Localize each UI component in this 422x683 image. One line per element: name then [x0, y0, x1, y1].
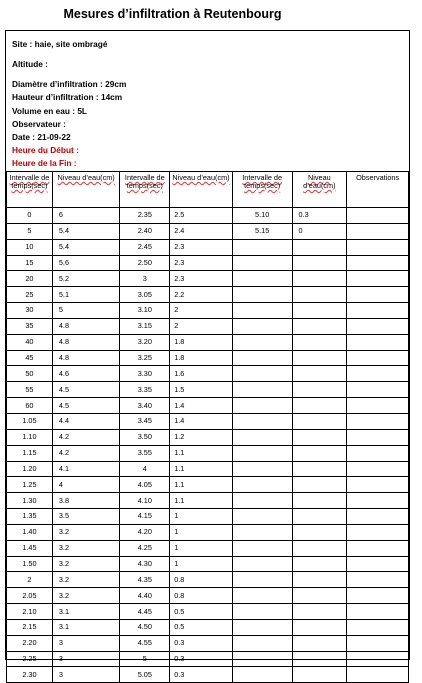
header-level-1: Niveau d’eau(cm) [52, 172, 120, 208]
heure-fin-field: Heure de la Fin : [12, 158, 77, 168]
cell-level-3 [292, 667, 347, 683]
cell-interval-2: 3.25 [120, 350, 170, 366]
cell-level-1: 3.1 [52, 619, 120, 635]
cell-level-3 [292, 318, 347, 334]
cell-interval-2: 3 [120, 271, 170, 287]
cell-level-1: 5.1 [52, 287, 120, 303]
cell-level-2: 1.5 [170, 382, 233, 398]
table-row [7, 667, 409, 683]
cell-interval-1: 1.30 [7, 493, 53, 509]
table-header-row [7, 172, 409, 208]
table-row [7, 350, 409, 366]
cell-level-2: 1.4 [170, 413, 233, 429]
table-row [7, 429, 409, 445]
cell-interval-1: 1.35 [7, 509, 53, 525]
cell-interval-2: 2.50 [120, 255, 170, 271]
cell-level-1: 4.6 [52, 366, 120, 382]
cell-interval-1: 1.05 [7, 413, 53, 429]
cell-level-2: 0.3 [170, 667, 233, 683]
cell-observations [347, 223, 409, 239]
cell-level-3 [292, 556, 347, 572]
table-row [7, 604, 409, 620]
cell-interval-3 [232, 271, 292, 287]
cell-interval-3 [232, 318, 292, 334]
cell-level-2: 1 [170, 540, 233, 556]
cell-interval-3 [232, 255, 292, 271]
cell-level-2: 2.3 [170, 271, 233, 287]
cell-interval-2: 3.15 [120, 318, 170, 334]
cell-interval-2: 3.20 [120, 334, 170, 350]
cell-interval-3 [232, 445, 292, 461]
cell-interval-3 [232, 604, 292, 620]
cell-interval-3 [232, 524, 292, 540]
table-row [7, 303, 409, 319]
header-level-2: Niveau d’eau(cm) [170, 172, 233, 208]
cell-level-2: 1 [170, 556, 233, 572]
cell-interval-1: 5 [7, 223, 53, 239]
info-section [6, 31, 409, 172]
cell-interval-1: 1.25 [7, 477, 53, 493]
table-row [7, 208, 409, 224]
document-title: Mesures d’infiltration à Reutenbourg [63, 7, 282, 21]
cell-observations [347, 635, 409, 651]
cell-observations [347, 287, 409, 303]
cell-level-1: 4.2 [52, 445, 120, 461]
cell-level-2: 1.1 [170, 493, 233, 509]
cell-level-1: 3 [52, 651, 120, 667]
cell-level-2: 1.8 [170, 334, 233, 350]
cell-observations [347, 461, 409, 477]
cell-interval-2: 4.35 [120, 572, 170, 588]
cell-observations [347, 509, 409, 525]
cell-interval-1: 55 [7, 382, 53, 398]
observateur-field: Observateur : [12, 119, 66, 129]
table-row [7, 619, 409, 635]
altitude-field: Altitude : [12, 59, 48, 69]
cell-interval-2: 2.35 [120, 208, 170, 224]
cell-interval-3 [232, 239, 292, 255]
cell-observations [347, 382, 409, 398]
cell-level-3 [292, 239, 347, 255]
table-row [7, 572, 409, 588]
cell-interval-2: 3.30 [120, 366, 170, 382]
form-frame [5, 30, 410, 679]
cell-level-2: 1.8 [170, 350, 233, 366]
cell-interval-3 [232, 667, 292, 683]
cell-interval-3 [232, 287, 292, 303]
cell-observations [347, 540, 409, 556]
cell-level-3 [292, 493, 347, 509]
cell-level-2: 1.2 [170, 429, 233, 445]
cell-interval-3: 5.10 [232, 208, 292, 224]
cell-level-2: 1 [170, 524, 233, 540]
table-row [7, 239, 409, 255]
cell-level-3 [292, 619, 347, 635]
cell-interval-3 [232, 366, 292, 382]
cell-level-2: 1 [170, 509, 233, 525]
cell-observations [347, 398, 409, 414]
table-row [7, 509, 409, 525]
cell-interval-2: 3.05 [120, 287, 170, 303]
cell-interval-2: 3.10 [120, 303, 170, 319]
table-row [7, 318, 409, 334]
cell-interval-1: 10 [7, 239, 53, 255]
cell-interval-3 [232, 461, 292, 477]
table-row [7, 398, 409, 414]
cell-interval-2: 4.50 [120, 619, 170, 635]
cell-interval-1: 50 [7, 366, 53, 382]
cell-interval-1: 1.45 [7, 540, 53, 556]
cell-level-2: 1.6 [170, 366, 233, 382]
cell-interval-3 [232, 556, 292, 572]
cell-interval-2: 3.50 [120, 429, 170, 445]
header-interval-2: Intervalle de temps(sec) [120, 172, 170, 208]
table-row [7, 524, 409, 540]
cell-observations [347, 303, 409, 319]
cell-interval-3 [232, 540, 292, 556]
cell-interval-2: 3.55 [120, 445, 170, 461]
cell-interval-1: 35 [7, 318, 53, 334]
cell-level-2: 2.5 [170, 208, 233, 224]
cell-level-3 [292, 287, 347, 303]
cell-level-1: 3.1 [52, 604, 120, 620]
cell-observations [347, 493, 409, 509]
cell-observations [347, 334, 409, 350]
cell-level-1: 4.5 [52, 398, 120, 414]
diametre-field: Diamètre d’infiltration : 29cm [12, 79, 127, 89]
cell-interval-3 [232, 509, 292, 525]
cell-level-2: 0.3 [170, 651, 233, 667]
cell-observations [347, 667, 409, 683]
table-row [7, 413, 409, 429]
cell-interval-2: 4.10 [120, 493, 170, 509]
table-row [7, 493, 409, 509]
header-observations: Observations [347, 172, 409, 208]
cell-observations [347, 588, 409, 604]
cell-interval-2: 3.40 [120, 398, 170, 414]
cell-level-1: 6 [52, 208, 120, 224]
cell-observations [347, 445, 409, 461]
cell-level-3 [292, 413, 347, 429]
cell-interval-2: 4.45 [120, 604, 170, 620]
table-row [7, 556, 409, 572]
cell-level-3 [292, 334, 347, 350]
cell-level-2: 0.5 [170, 604, 233, 620]
cell-observations [347, 604, 409, 620]
cell-level-3 [292, 635, 347, 651]
cell-interval-1: 45 [7, 350, 53, 366]
cell-observations [347, 477, 409, 493]
cell-observations [347, 271, 409, 287]
cell-level-3 [292, 350, 347, 366]
table-row [7, 651, 409, 667]
header-level-3: Niveau d’eau(cm) [292, 172, 347, 208]
cell-interval-1: 40 [7, 334, 53, 350]
cell-level-1: 4.2 [52, 429, 120, 445]
cell-interval-3 [232, 382, 292, 398]
cell-interval-1: 1.10 [7, 429, 53, 445]
cell-observations [347, 556, 409, 572]
cell-interval-2: 4.15 [120, 509, 170, 525]
cell-level-1: 3.5 [52, 509, 120, 525]
cell-interval-1: 2.10 [7, 604, 53, 620]
cell-level-3 [292, 271, 347, 287]
cell-interval-3 [232, 350, 292, 366]
cell-interval-2: 5.05 [120, 667, 170, 683]
volume-field: Volume en eau : 5L [12, 106, 87, 116]
cell-level-1: 5.4 [52, 223, 120, 239]
cell-observations [347, 255, 409, 271]
cell-interval-2: 3.45 [120, 413, 170, 429]
cell-interval-1: 15 [7, 255, 53, 271]
table-row [7, 635, 409, 651]
table-row [7, 382, 409, 398]
cell-level-2: 1.1 [170, 445, 233, 461]
header-interval-3: Intervalle de temps(sec) [232, 172, 292, 208]
cell-level-3 [292, 524, 347, 540]
cell-level-2: 0.8 [170, 588, 233, 604]
cell-interval-3 [232, 398, 292, 414]
table-row [7, 477, 409, 493]
cell-observations [347, 350, 409, 366]
cell-interval-1: 1.15 [7, 445, 53, 461]
cell-level-2: 0.8 [170, 572, 233, 588]
cell-level-3 [292, 540, 347, 556]
cell-level-1: 4.4 [52, 413, 120, 429]
cell-interval-3 [232, 303, 292, 319]
cell-interval-3: 5.15 [232, 223, 292, 239]
cell-interval-3 [232, 635, 292, 651]
cell-level-3 [292, 651, 347, 667]
cell-level-3 [292, 366, 347, 382]
cell-level-3: 0.3 [292, 208, 347, 224]
cell-level-3 [292, 398, 347, 414]
table-row [7, 223, 409, 239]
cell-level-3 [292, 461, 347, 477]
cell-level-3 [292, 572, 347, 588]
site-field: Site : haie, site ombragé [12, 39, 108, 49]
cell-interval-1: 2.05 [7, 588, 53, 604]
cell-observations [347, 413, 409, 429]
cell-interval-3 [232, 429, 292, 445]
cell-interval-2: 4 [120, 461, 170, 477]
cell-level-2: 2.4 [170, 223, 233, 239]
cell-interval-2: 4.05 [120, 477, 170, 493]
cell-interval-1: 1.20 [7, 461, 53, 477]
cell-interval-1: 20 [7, 271, 53, 287]
cell-interval-1: 30 [7, 303, 53, 319]
cell-observations [347, 208, 409, 224]
cell-level-3 [292, 477, 347, 493]
cell-level-2: 1.1 [170, 477, 233, 493]
table-row [7, 287, 409, 303]
cell-level-1: 3.2 [52, 572, 120, 588]
table-row [7, 540, 409, 556]
cell-observations [347, 572, 409, 588]
cell-interval-3 [232, 619, 292, 635]
cell-interval-2: 5 [120, 651, 170, 667]
cell-level-1: 5.6 [52, 255, 120, 271]
cell-observations [347, 619, 409, 635]
cell-interval-1: 60 [7, 398, 53, 414]
cell-level-1: 3.2 [52, 588, 120, 604]
cell-level-2: 2.3 [170, 239, 233, 255]
cell-level-2: 1.4 [170, 398, 233, 414]
cell-level-2: 0.3 [170, 635, 233, 651]
cell-observations [347, 239, 409, 255]
heure-debut-field: Heure du Début : [12, 145, 79, 155]
measurement-table [6, 171, 409, 683]
header-interval-1: Intervalle de temps(sec) [7, 172, 53, 208]
cell-level-1: 4.8 [52, 318, 120, 334]
cell-interval-3 [232, 493, 292, 509]
cell-interval-1: 2.20 [7, 635, 53, 651]
cell-level-3 [292, 509, 347, 525]
cell-observations [347, 524, 409, 540]
cell-level-3 [292, 382, 347, 398]
cell-level-3 [292, 445, 347, 461]
cell-level-1: 4.5 [52, 382, 120, 398]
cell-interval-3 [232, 413, 292, 429]
cell-level-2: 2 [170, 303, 233, 319]
table-row [7, 334, 409, 350]
cell-level-1: 5 [52, 303, 120, 319]
cell-interval-1: 2.15 [7, 619, 53, 635]
cell-observations [347, 651, 409, 667]
cell-level-3 [292, 255, 347, 271]
cell-level-3 [292, 303, 347, 319]
cell-level-1: 5.4 [52, 239, 120, 255]
cell-interval-3 [232, 477, 292, 493]
cell-level-1: 3.8 [52, 493, 120, 509]
cell-interval-2: 2.40 [120, 223, 170, 239]
date-field: Date : 21-09-22 [12, 132, 71, 142]
cell-interval-3 [232, 334, 292, 350]
cell-interval-1: 1.40 [7, 524, 53, 540]
cell-level-2: 0.5 [170, 619, 233, 635]
cell-level-1: 3 [52, 667, 120, 683]
cell-interval-2: 3.35 [120, 382, 170, 398]
cell-level-2: 2 [170, 318, 233, 334]
cell-observations [347, 429, 409, 445]
cell-interval-2: 4.40 [120, 588, 170, 604]
table-row [7, 255, 409, 271]
cell-level-3 [292, 588, 347, 604]
cell-interval-2: 4.25 [120, 540, 170, 556]
cell-interval-2: 4.20 [120, 524, 170, 540]
cell-level-1: 4.1 [52, 461, 120, 477]
cell-level-2: 2.3 [170, 255, 233, 271]
cell-level-1: 3.2 [52, 540, 120, 556]
cell-level-3 [292, 604, 347, 620]
table-row [7, 271, 409, 287]
cell-observations [347, 318, 409, 334]
cell-level-1: 4 [52, 477, 120, 493]
cell-interval-2: 4.55 [120, 635, 170, 651]
cell-level-1: 5.2 [52, 271, 120, 287]
cell-interval-3 [232, 588, 292, 604]
table-row [7, 445, 409, 461]
cell-level-2: 2.2 [170, 287, 233, 303]
table-row [7, 588, 409, 604]
cell-interval-1: 25 [7, 287, 53, 303]
cell-level-1: 3.2 [52, 524, 120, 540]
cell-level-1: 4.8 [52, 350, 120, 366]
cell-level-1: 3 [52, 635, 120, 651]
table-row [7, 461, 409, 477]
table-row [7, 366, 409, 382]
cell-interval-1: 1.50 [7, 556, 53, 572]
cell-interval-1: 2.25 [7, 651, 53, 667]
cell-level-2: 1.1 [170, 461, 233, 477]
table-body [7, 208, 409, 683]
cell-level-3 [292, 429, 347, 445]
cell-interval-3 [232, 572, 292, 588]
cell-level-3: 0 [292, 223, 347, 239]
cell-interval-3 [232, 651, 292, 667]
hauteur-field: Hauteur d’infiltration : 14cm [12, 92, 123, 102]
cell-level-1: 4.8 [52, 334, 120, 350]
cell-interval-2: 2.45 [120, 239, 170, 255]
cell-interval-1: 2 [7, 572, 53, 588]
cell-interval-2: 4.30 [120, 556, 170, 572]
cell-interval-1: 2.30 [7, 667, 53, 683]
cell-interval-1: 0 [7, 208, 53, 224]
cell-level-1: 3.2 [52, 556, 120, 572]
cell-observations [347, 366, 409, 382]
